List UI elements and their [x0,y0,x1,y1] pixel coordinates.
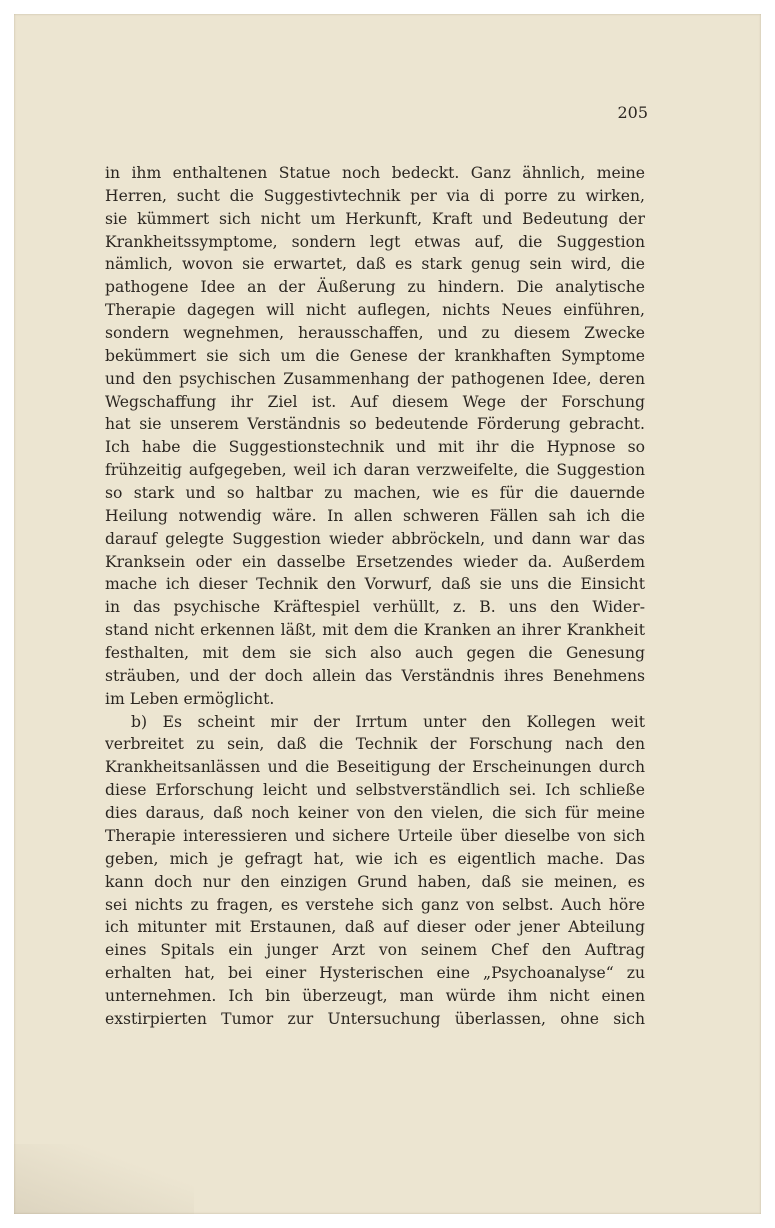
text-line: stand nicht erkennen läßt, mit dem die Kranken an ihrer Krankheit [105,621,645,640]
text-line: im Leben ermöglicht. [105,689,275,708]
text-line: so stark und so haltbar zu machen, wie es für die dauernde [105,484,645,503]
text-line: Heilung notwendig wäre. In allen schweren Fällen sah ich die [105,506,645,525]
text-line: verbreitet zu sein, daß die Technik der Forschung nach den [105,735,645,754]
text-line: nämlich, wovon sie erwartet, daß es stark genug sein wird, die [105,255,645,274]
text-line: erhalten hat, bei einer Hysterischen eine „Psychoanalyse“ zu [105,964,645,983]
text-line: Ich habe die Suggestionstechnik und mit ihr die Hypnose so [105,438,645,457]
text-line: Therapie dagegen will nicht auflegen, nichts Neues einführen, [105,301,645,320]
book-page [14,14,761,1214]
page-shadow [14,1144,194,1214]
text-line: sondern wegnehmen, herausschaffen, und zu diesem Zwecke [105,324,645,343]
text-line: kann doch nur den einzigen Grund haben, daß sie meinen, es [105,872,645,891]
text-line: hat sie unserem Verständnis so bedeutende Förderung gebracht. [105,415,645,434]
text-line: Krankheitssymptome, sondern legt etwas auf, die Suggestion [105,232,645,251]
text-line: Therapie interessieren und sichere Urteile über dieselbe von sich [105,826,645,845]
text-line: pathogene Idee an der Äußerung zu hindern. Die analytische [105,278,645,297]
text-line: sträuben, und der doch allein das Verständnis ihres Benehmens [105,666,645,685]
text-line: sei nichts zu fragen, es verstehe sich ganz von selbst. Auch höre [105,895,645,914]
text-line: darauf gelegte Suggestion wieder abbröckeln, und dann war das [105,529,645,548]
text-line: b) Es scheint mir der Irrtum unter den Kollegen weit [131,712,645,731]
text-line: in das psychische Kräftespiel verhüllt, z. B. uns den Wider- [105,598,645,617]
text-line: diese Erforschung leicht und selbstverständlich sei. Ich schließe [105,781,645,800]
text-line: eines Spitals ein junger Arzt von seinem Chef den Auftrag [105,941,645,960]
text-line: exstirpierten Tumor zur Untersuchung überlassen, ohne sich [105,1009,645,1028]
text-line: unternehmen. Ich bin überzeugt, man würde ihm nicht einen [105,986,645,1005]
text-line: ich mitunter mit Erstaunen, daß auf dieser oder jener Abteilung [105,918,645,937]
text-line: Wegschaffung ihr Ziel ist. Auf diesem Wege der Forschung [105,392,645,411]
text-line: festhalten, mit dem sie sich also auch gegen die Genesung [105,644,645,663]
text-line: mache ich dieser Technik den Vorwurf, daß sie uns die Einsicht [105,575,645,594]
text-line: dies daraus, daß noch keiner von den vielen, die sich für meine [105,804,645,823]
text-line: Herren, sucht die Suggestivtechnik per via di porre zu wirken, [105,186,645,205]
text-line: Kranksein oder ein dasselbe Ersetzendes wieder da. Außerdem [105,552,645,571]
text-line: sie kümmert sich nicht um Herkunft, Kraft und Bedeutung der [105,209,645,228]
text-line: bekümmert sie sich um die Genese der krankhaften Symptome [105,346,645,365]
body-text [105,162,645,1031]
text-line: Krankheitsanlässen und die Beseitigung der Erscheinungen durch [105,758,645,777]
text-line: und den psychischen Zusammenhang der pathogenen Idee, deren [105,369,645,388]
text-line: geben, mich je gefragt hat, wie ich es eigentlich mache. Das [105,849,645,868]
text-line: in ihm enthaltenen Statue noch bedeckt. Ganz ähnlich, meine [105,164,645,182]
text-line: frühzeitig aufgegeben, weil ich daran verzweifelte, die Suggestion [105,461,645,480]
page-number: 205 [617,103,648,122]
